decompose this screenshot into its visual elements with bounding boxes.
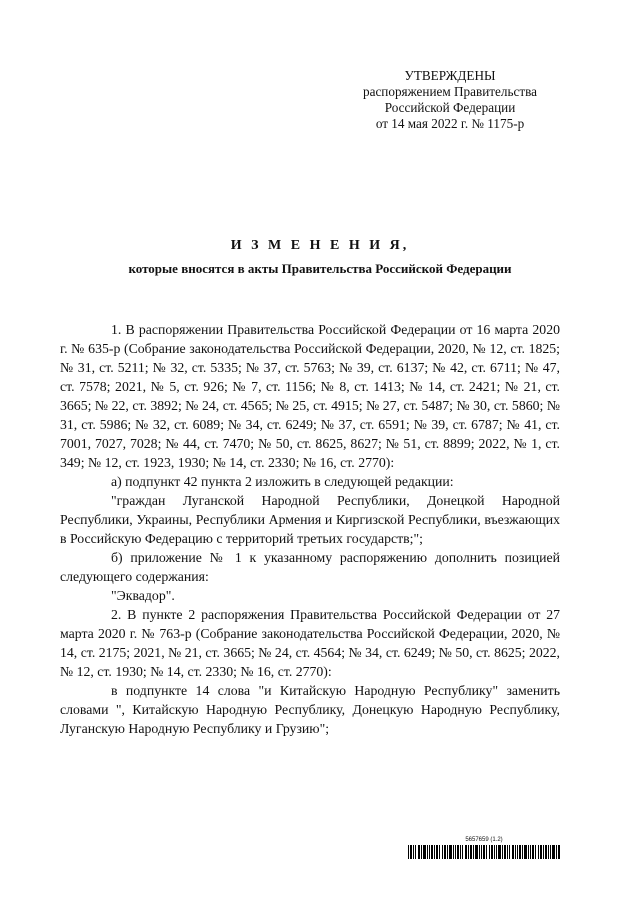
paragraph-1b: б) приложение № 1 к указанному распоряжению дополнить позицией следующего содержания: [60, 550, 560, 584]
approval-line-date: от 14 мая 2022 г. № 1175-р [375, 116, 525, 131]
approval-line-government: Российской Федерации [384, 100, 516, 115]
approval-line-order: распоряжением Правительства [363, 84, 537, 99]
paragraph-1: 1. В распоряжении Правительства Российской Федерации от 16 марта 2020 г. № 635-р (Собрание законодательства Российской Федерации, 2020, № 12, ст. 1825; № 31, ст. 5211; № 32, ст. 5335; № 37, ст. 5763; № 39, ст. 6137; № 42, ст. 6711; № 47, ст. 7578; 2021, № 5, ст. 926; № 7, ст. 1156; № 8, ст. 1413; № 14, ст. 2421; № 21, ст. 3665; № 22, ст. 3892; № 24, ст. 4565; № 25, ст. 4915; № 27, ст. 5487; № 30, ст. 5860; № 31, ст. 5986; № 32, ст. 6089; № 34, ст. 6249; № 37, ст. 6591; № 39, ст. 6787; № 41, ст. 7001, 7027, 7028; № 44, ст. 7470; № 50, ст. 8625, 8627; № 51, ст. 8899; 2022, № 1, ст. 349; № 12, ст. 1923, 1930; № 14, ст. 2330; № 16, ст. 2770): [60, 322, 560, 470]
document-title: И З М Е Н Е Н И Я, [230, 238, 410, 253]
barcode-icon [408, 845, 560, 859]
paragraph-1b-quote: "Эквадор". [111, 588, 175, 603]
paragraph-2: 2. В пункте 2 распоряжения Правительства Российской Федерации от 27 марта 2020 г. № 763-р (Собрание законодательства Российской Федерации, 2020, № 14, ст. 2175; 2021, № 21, ст. 3665; № 24, ст. 4564; № 34, ст. 6249; № 50, ст. 8625; 2022, № 12, ст. 1930; № 14, ст. 2330; № 16, ст. 2770): [60, 607, 560, 679]
document-subtitle: которые вносятся в акты Правительства Российской Федерации [128, 261, 512, 276]
paragraph-2-text: в подпункте 14 слова "и Китайскую Народную Республику" заменить словами ", Китайскую Народную Республику, Донецкую Народную Республику, Луганскую Народную Республику и Грузию"; [60, 683, 560, 736]
barcode-number: 5657659 (1.2) [465, 837, 503, 843]
document-body [60, 320, 560, 738]
paragraph-1a: а) подпункт 42 пункта 2 изложить в следующей редакции: [111, 474, 454, 489]
approval-title: УТВЕРЖДЕНЫ [404, 68, 496, 83]
paragraph-1a-quote: "граждан Луганской Народной Республики, Донецкой Народной Республики, Украины, Республики Армения и Киргизской Республики, въезжающих в Российскую Федерацию с территорий третьих государств;"; [60, 493, 560, 546]
barcode-block [408, 836, 560, 859]
approval-block [340, 68, 560, 132]
